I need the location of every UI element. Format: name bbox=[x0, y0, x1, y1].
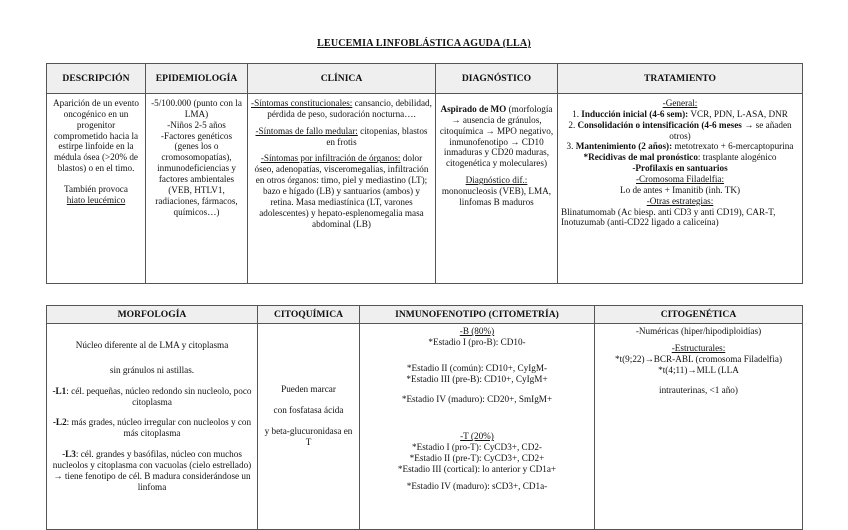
citoq-line-3: y beta-glucuronidasa en T bbox=[264, 425, 353, 447]
inmuno-b3: *Estadio III (pre-B): CD10+, CyIgM+ bbox=[406, 373, 548, 384]
citog-e1: *t(9;22)→BCR-ABL (cromosoma Filadelfia) bbox=[614, 353, 783, 364]
trat-otras: -Otras estrategias: bbox=[646, 195, 714, 206]
cell-tratamiento bbox=[558, 94, 803, 284]
morf-l2: -L2: más grades, núcleo irregular con nucleolos y con más citoplasma bbox=[52, 417, 252, 439]
citoq-line-2: con fosfatasa ácida bbox=[273, 404, 344, 415]
header-epidemiologia: EPIDEMIOLOGÍA bbox=[146, 64, 248, 94]
morf-p2: sin gránulos ni astillas. bbox=[109, 364, 195, 375]
inmuno-b4: *Estadio IV (maduro): CD20+, SmIgM+ bbox=[401, 394, 553, 405]
inmuno-b2: *Estadio II (común): CD10+, CyIgM- bbox=[406, 362, 548, 373]
cell-epidemiologia bbox=[146, 94, 248, 284]
summary-table bbox=[46, 63, 803, 284]
morf-l1: -L1: cél. pequeñas, núcleo redondo sin nucleolo, poco citoplasma bbox=[52, 385, 252, 407]
header-citogenetica: CITOGENÉTICA bbox=[595, 306, 803, 324]
morf-l3: -L3: cél. grandes y basófilas, núcleo con muchos nucleolos y citoplasma con vacuolas (cielo estrellado) → tiene fenotipo de cél. B madura considerándose un linfoma bbox=[52, 449, 252, 492]
cell-citoquimica bbox=[258, 324, 360, 530]
cell-clinica bbox=[248, 94, 436, 284]
citog-e3: intrauterinas, <1 año) bbox=[659, 385, 738, 396]
epi-line-2: -Niños 2-5 años bbox=[167, 119, 226, 130]
lab-header-row bbox=[47, 306, 803, 324]
inmuno-t3: *Estadio III (cortical): lo anterior y CD1a+ bbox=[397, 463, 557, 474]
cell-morfologia bbox=[47, 324, 258, 530]
header-inmunofenotipo: INMUNOFENOTIPO (CITOMETRÍA) bbox=[360, 306, 595, 324]
trat-otras-text: Blinatumomab (Ac biesp. anti CD3 y anti CD19), CAR-T, Inotuzumab (anti-CD22 ligado a caliceína) bbox=[561, 206, 776, 228]
cell-inmunofenotipo bbox=[360, 324, 595, 530]
citog-e2: *t(4;11)→MLL (LLA bbox=[658, 364, 739, 375]
epi-line-1: -5/100.000 (punto con la LMA) bbox=[151, 98, 242, 119]
trat-cromosoma-text: Lo de antes + Imanitib (inh. TK) bbox=[619, 184, 741, 195]
header-clinica: CLÍNICA bbox=[248, 64, 436, 94]
diag-diferencial: Diagnóstico dif.: mononucleosis (VEB), LMA, linfomas B maduros bbox=[441, 175, 552, 207]
inmuno-t-title: -T (20%) bbox=[460, 431, 494, 442]
citog-numericas: -Numéricas (hiper/hipodiploidías) bbox=[635, 326, 762, 336]
trat-consolidacion: 2. Consolidación o intensificación (4-6 meses → se añaden otros) bbox=[568, 119, 792, 141]
citog-estructurales: -Estructurales: bbox=[671, 342, 726, 353]
trat-induccion: 1. Inducción inicial (4-6 sem): VCR, PDN, L-ASA, DNR bbox=[572, 108, 788, 119]
hiato-link: hiato leucémico bbox=[66, 194, 126, 205]
inmuno-t1: *Estadio I (pro-T): CyCD3+, CD2- bbox=[412, 442, 542, 453]
cell-descripcion bbox=[47, 94, 146, 284]
diag-aspirado: Aspirado de MO (morfología → ausencia de gránulos, citoquímica → MPO negativo, inmunofenotipo → CD10 inmaduras y CD20 maduras, citogenética y moleculares) bbox=[439, 104, 554, 169]
morf-p1: Núcleo diferente al de LMA y citoplasma bbox=[75, 340, 229, 350]
clinica-fallo-medular: -Síntomas de fallo medular: citopenias, blastos en frotis bbox=[255, 125, 428, 147]
header-descripcion: DESCRIPCIÓN bbox=[47, 64, 146, 94]
cell-diagnostico bbox=[436, 94, 558, 284]
trat-recidivas: *Recidivas de mal pronóstico: trasplante alogénico bbox=[583, 152, 777, 163]
inmuno-t4: *Estadio IV (maduro): sCD3+, CD1a- bbox=[406, 480, 548, 491]
inmuno-t2: *Estadio II (pre-T): CyCD3+, CD2+ bbox=[409, 453, 545, 464]
epi-line-3: -Factores genéticos (genes los o cromosomopatías), inmunodeficiencias y factores ambientales (VEB, HTLV1, radiaciones, fármacos, químicos…) bbox=[155, 130, 238, 217]
lab-body-row bbox=[47, 324, 803, 530]
trat-general: -General: bbox=[662, 98, 698, 108]
page-title: LEUCEMIA LINFOBLÁSTICA AGUDA (LLA) bbox=[317, 38, 531, 49]
header-diagnostico: DIAGNÓSTICO bbox=[436, 64, 558, 94]
trat-cromosoma: -Cromosoma Filadelfia: bbox=[635, 174, 725, 185]
citoq-line-1: Pueden marcar bbox=[281, 384, 336, 394]
descripcion-also: También provoca hiato leucémico bbox=[64, 184, 128, 205]
clinica-infiltracion: -Síntomas por infiltración de órganos: dolor óseo, adenopatías, visceromegalias, infiltración en otros órganos: timo, piel y mediastino (LT); bazo e hígado (LB) y santuarios (ambos) y retina. Masa mediastínica (LT, varones adolescentes) y hepato-esplenomegalia masa abdominal (LB) bbox=[254, 153, 429, 229]
trat-profilaxis: -Profilaxis en santuarios bbox=[632, 163, 728, 174]
cell-citogenetica bbox=[595, 324, 803, 530]
inmuno-b-title: -B (80%) bbox=[459, 326, 495, 336]
lab-table bbox=[46, 305, 803, 530]
inmuno-b1: *Estadio I (pro-B): CD10- bbox=[428, 336, 526, 347]
header-citoquimica: CITOQUÍMICA bbox=[258, 306, 360, 324]
summary-header-row bbox=[47, 64, 803, 94]
header-tratamiento: TRATAMIENTO bbox=[558, 64, 803, 94]
header-morfologia: MORFOLOGÍA bbox=[47, 306, 258, 324]
summary-body-row bbox=[47, 94, 803, 284]
clinica-constitucionales: -Síntomas constitucionales: cansancio, debilidad, pérdida de peso, sudoración nocturna…. bbox=[251, 98, 432, 119]
trat-mantenimiento: 3. Mantenimiento (2 años): metotrexato + 6-mercaptopurina bbox=[566, 141, 794, 152]
descripcion-text: Aparición de un evento oncogénico en un progenitor comprometido hacia la estirpe linfoide en la médula ósea (>20% de blastos) o en el timo. bbox=[53, 98, 139, 174]
